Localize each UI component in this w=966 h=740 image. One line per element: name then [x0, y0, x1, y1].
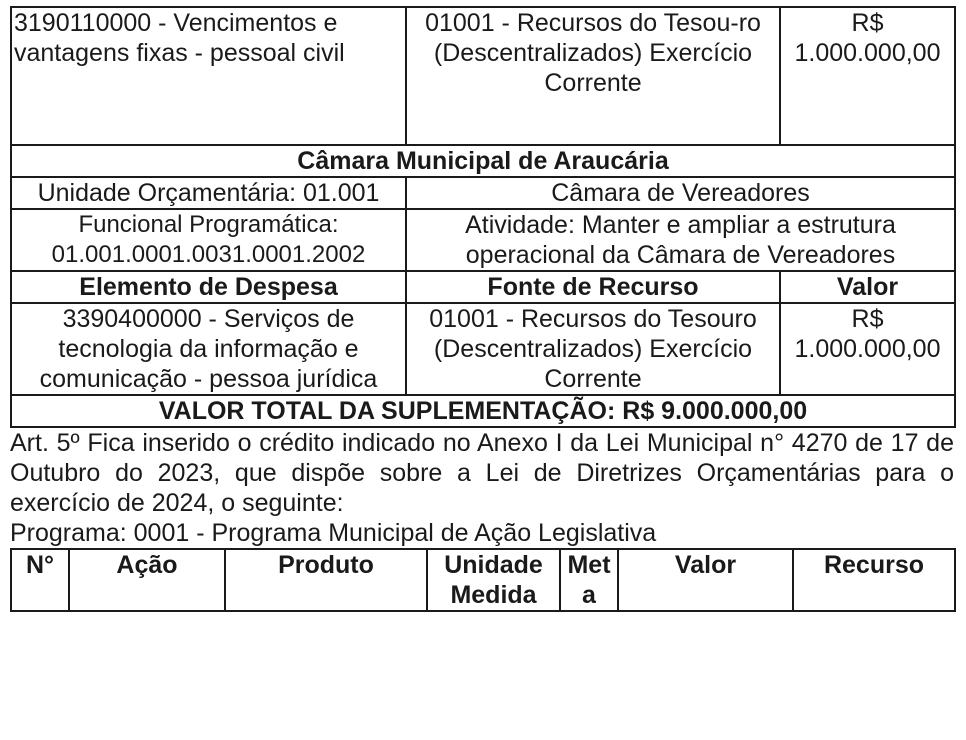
table-row: [11, 145, 955, 177]
col-header-elemento: Elemento de Despesa: [11, 271, 406, 303]
valor-cell: R$ 1.000.000,00: [780, 7, 955, 145]
table-row: [11, 303, 955, 395]
budget-table: [10, 6, 956, 428]
section-header: Câmara Municipal de Araucária: [11, 145, 955, 177]
funcional-value: Atividade: Manter e ampliar a estrutura operacional da Câmara de Vereadores: [406, 209, 955, 271]
col-header-fonte: Fonte de Recurso: [406, 271, 780, 303]
acao-table: [10, 548, 956, 612]
fonte-cell: 01001 - Recursos do Tesou-ro (Descentralizados) Exercício Corrente: [406, 7, 780, 145]
total-row: VALOR TOTAL DA SUPLEMENTAÇÃO: R$ 9.000.000,00: [11, 395, 955, 427]
table-header-row: [11, 549, 955, 611]
article-block: [10, 428, 954, 548]
header-valor: Valor: [618, 549, 793, 611]
document-page: [10, 6, 954, 612]
article-text: Art. 5º Fica inserido o crédito indicado no Anexo I da Lei Municipal n° 4270 de 17 de Outubro do 2023, que dispõe sobre a Lei de Diretrizes Orçamentárias para o exercício de 2024, o seguinte:: [10, 429, 954, 517]
header-unidade-medida: Unidade Medida: [427, 549, 560, 611]
elemento-cell: 3190110000 - Vencimentos e vantagens fixas - pessoal civil: [11, 7, 406, 145]
funcional-label: Funcional Programática: 01.001.0001.0031.0001.2002: [11, 209, 406, 271]
table-row: [11, 177, 955, 209]
table-row: [11, 7, 955, 145]
elemento-cell: 3390400000 - Serviços de tecnologia da informação e comunicação - pessoa jurídica: [11, 303, 406, 395]
programa-line: Programa: 0001 - Programa Municipal de Ação Legislativa: [10, 519, 657, 547]
table-row: [11, 271, 955, 303]
fonte-cell: 01001 - Recursos do Tesouro (Descentralizados) Exercício Corrente: [406, 303, 780, 395]
header-numero: N°: [11, 549, 69, 611]
col-header-valor: Valor: [780, 271, 955, 303]
header-acao: Ação: [69, 549, 225, 611]
table-row: [11, 209, 955, 271]
valor-cell: R$ 1.000.000,00: [780, 303, 955, 395]
unidade-label: Unidade Orçamentária: 01.001: [11, 177, 406, 209]
header-meta: Met a: [560, 549, 618, 611]
header-produto: Produto: [225, 549, 427, 611]
table-row: [11, 395, 955, 427]
header-recurso: Recurso: [793, 549, 955, 611]
unidade-value: Câmara de Vereadores: [406, 177, 955, 209]
